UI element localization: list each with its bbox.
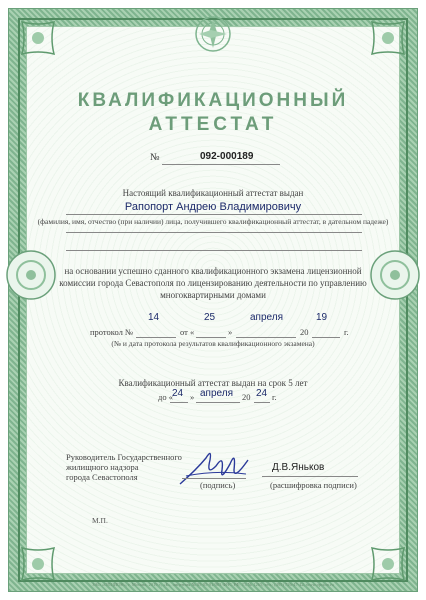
protocol-from-label: от « [180, 327, 195, 337]
stamp-label: М.П. [92, 516, 108, 525]
issued-text: Настоящий квалификационный аттестат выдан [122, 188, 304, 198]
protocol-year-line [312, 337, 340, 338]
certificate-title-line2: АТТЕСТАТ [148, 114, 278, 135]
signatory-position-line: города Севастополя [66, 472, 138, 482]
basis-line-2: комиссии города Севастополя по лицензированию деятельности по управлению [59, 278, 367, 288]
signatory-position-line: жилищного надзора [66, 462, 139, 472]
signatory-position [66, 452, 182, 482]
protocol-number-line [136, 337, 176, 338]
validity-day-line [170, 402, 188, 403]
signatory-name: Д.В.Яньков [272, 462, 325, 473]
validity-year: 24 [256, 388, 268, 399]
corner-ornament-icon [20, 546, 56, 582]
protocol-year: 19 [316, 312, 328, 323]
protocol-day: 25 [204, 312, 216, 323]
signature-line [182, 478, 246, 479]
validity-text: Квалификационный аттестат выдан на срок 5 лет [118, 378, 308, 388]
name-caption: (расшифровка подписи) [270, 480, 357, 490]
basis-line-1: на основании успешно сданного квалификационного экзамена лицензионной [64, 266, 362, 276]
name-line [262, 476, 358, 477]
validity-until-label: до « [158, 392, 173, 402]
signature-caption: (подпись) [200, 480, 236, 490]
number-label: № [150, 152, 160, 163]
blank-line [66, 232, 362, 233]
protocol-year-suffix: г. [344, 327, 349, 337]
blank-line [66, 250, 362, 251]
certificate-number: 092-000189 [200, 151, 254, 162]
protocol-day-line [196, 337, 226, 338]
recipient-underline [66, 214, 362, 215]
validity-year-suffix: г. [272, 392, 277, 402]
protocol-year-prefix: 20 [300, 327, 309, 337]
footer-text: ЗАО «ОПЦИОН», г. Москва, 2019 г., «Б», лицензия № 05-05-01/003 ФНС РФ, ТЗ № 1265, тел.: (495) 726-47-42, www.opcion.ru [92, 582, 334, 587]
signatory-position-line: Руководитель Государственного [66, 452, 182, 462]
validity-month-line [196, 402, 240, 403]
corner-ornament-icon [370, 20, 406, 56]
number-underline [162, 164, 280, 165]
protocol-caption: (№ и дата протокола результатов квалификационного экзамена) [111, 339, 315, 348]
validity-year-line [254, 402, 270, 403]
protocol-month: апреля [250, 312, 284, 323]
protocol-close-quote: » [228, 327, 233, 337]
corner-ornament-icon [20, 20, 56, 56]
validity-year-prefix: 20 [242, 392, 251, 402]
validity-month: апреля [200, 388, 234, 399]
protocol-month-line [236, 337, 296, 338]
validity-day: 24 [172, 388, 184, 399]
protocol-number: 14 [148, 312, 160, 323]
corner-ornament-icon [370, 546, 406, 582]
basis-line-3: многоквартирными домами [160, 290, 266, 300]
validity-close-quote: » [190, 392, 195, 402]
certificate-title-line1: КВАЛИФИКАЦИОННЫЙ [77, 90, 349, 111]
recipient-name: Рапопорт Андрею Владимировичу [124, 201, 302, 213]
emblem-icon [193, 14, 233, 54]
recipient-caption: (фамилия, имя, отчество (при наличии) лица, получившего квалификационный аттестат, в дательном падеже) [37, 217, 389, 226]
protocol-prefix: протокол № [90, 327, 134, 337]
